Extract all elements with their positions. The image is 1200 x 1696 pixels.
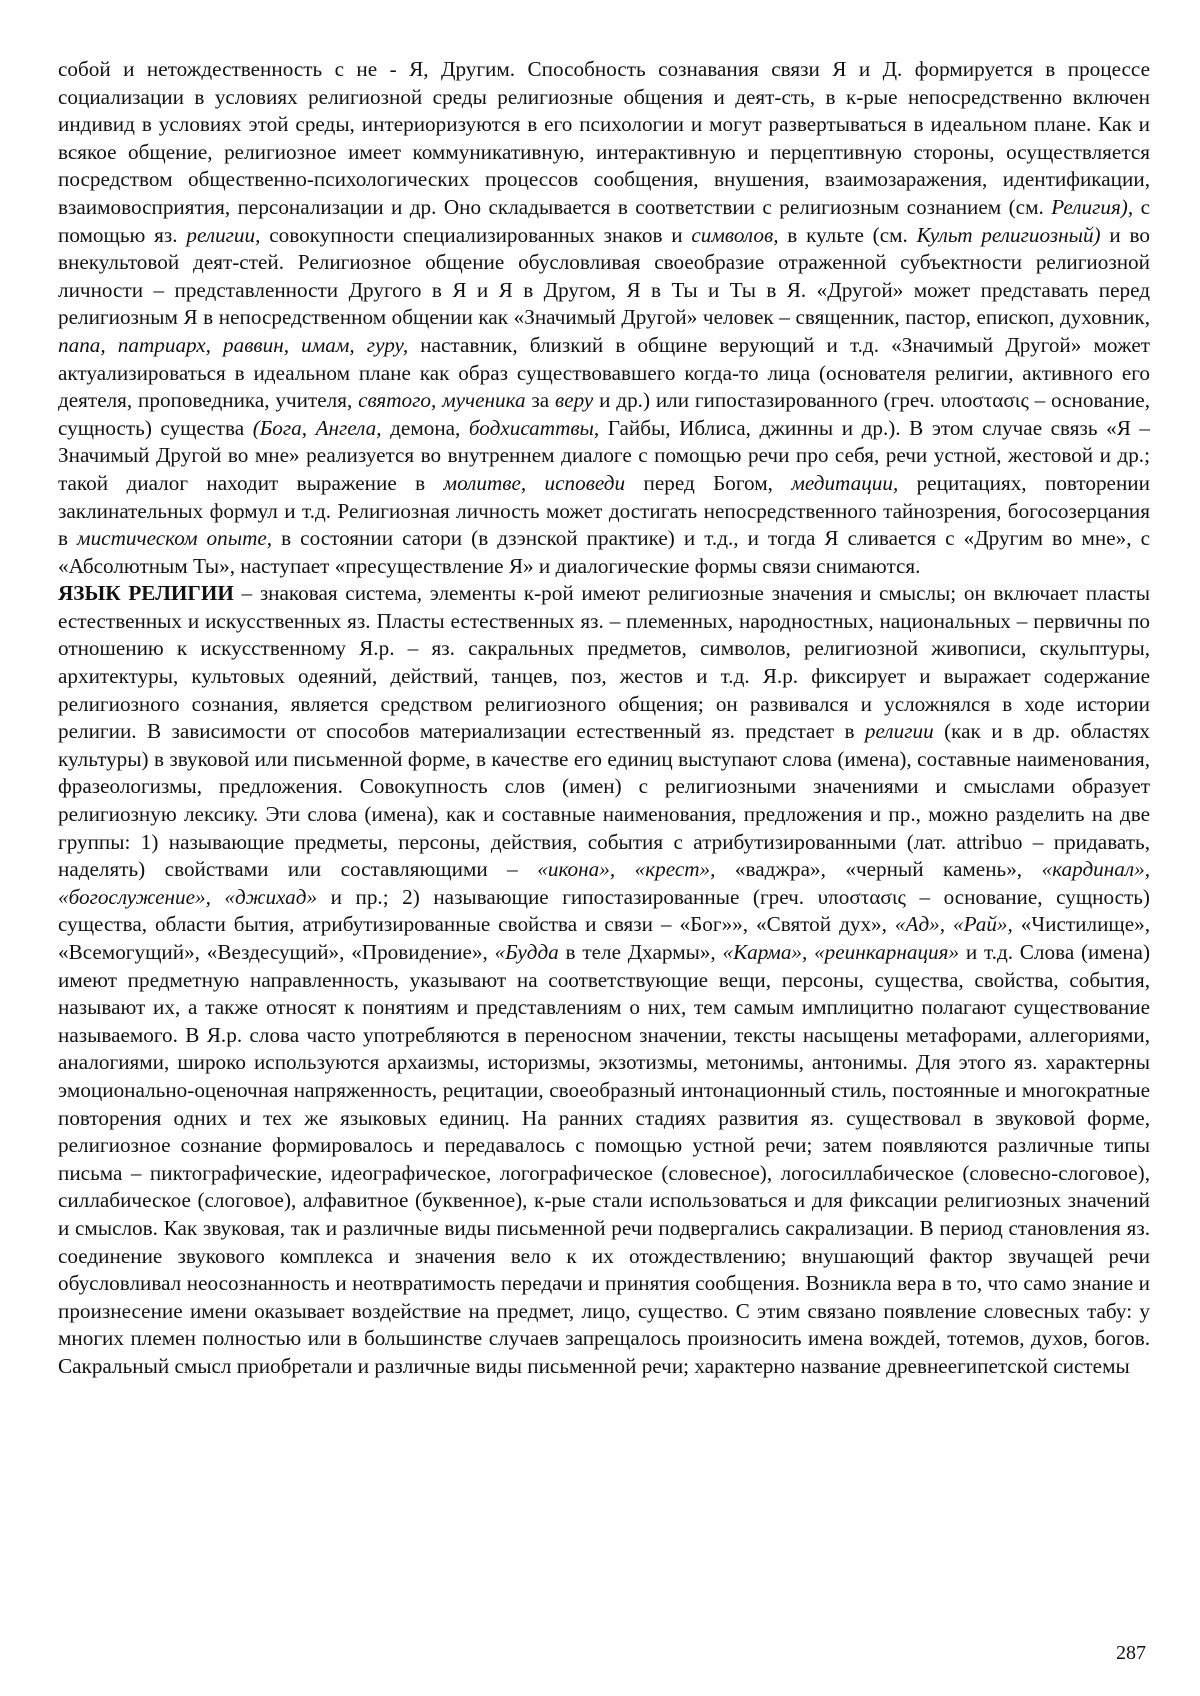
entry-definition: – знаковая система, элементы к-рой имеют религиозные значения и смыслы; он включает пласты естественных и искусственных яз. Пласты естественных яз. – племенных, народностных, национальных – первичны по отношению к искусственному Я.р. – яз. сакральных предметов, символов, религиозной живописи, скульптуры, архитектуры, культовых одеяний, действий, танцев, поз, жестов и т.д. Я.р. фиксирует и выражает содержание религиозного сознания, является средством религиозного общения; он развивался и усложнялся в ходе истории религии. В зависимости от способов материализации естественный яз. предстает в религии (как и в др. областях культуры) в звуковой или письменной форме, в качестве его единиц выступают слова (имена), составные наименования, фразеологизмы, предложения. Совокупность слов (имен) с религиозными значениями и смыслами образует религиозную лексику. Эти слова (имена), как и составные наименования, предложения и пр., можно разделить на две группы: 1) называющие предметы, персоны, действия, события с атрибутизированными (лат. attribuo – придавать, наделять) свойствами или составляющими – «икона», «крест», «ваджра», «черный камень», «кардинал», «богослужение», «джихад» и пр.; 2) называющие гипостазированные (греч. υποστασις – основание, сущность) существа, области бытия, атрибутизированные свойства и связи – «Бог»», «Святой дух», «Ад», «Рай», «Чистилище», «Всемогущий», «Вездесущий», «Провидение», «Будда в теле Дхармы», «Карма», «реинкарнация» и т.д. Слова (имена) имеют предметную направленность, указывают на соответствующие вещи, персоны, существа, свойства, события, называют их, а также относят к понятиям и представлениям о них, тем самым имплицитно полагают существование называемого. В Я.р. слова часто употребляются в переносном значении, тексты насыщены метафорами, аллегориями, аналогиями, широко используются архаизмы, историзмы, экзотизмы, метонимы, антонимы. Для этого яз. характерны эмоционально-оценочная напряженность, рецитации, своеобразный интонационный стиль, постоянные и многократные повторения одних и тех же языковых единиц. На ранних стадиях развития яз. существовал в звуковой форме, религиозное сознание формировалось и передавалось с помощью устной речи; затем появляются различные типы письма – пиктографические, идеографическое, логографическое (словесное), логосиллабическое (словесно-слоговое), силлабическое (слоговое), алфавитное (буквенное), к-рые стали использоваться и для фиксации религиозных значений и смыслов. Как звуковая, так и различные виды письменной речи подвергались сакрализации. В период становления яз. соединение звукового комплекса и значения вело к их отождествлению; внушающий фактор звучащей речи обусловливал неосознанность и неотвратимость передачи и принятия сообщения. Возникла вера в то, что само знание и произнесение имени оказывает воздействие на предмет, лицо, существо. С этим связано появление словесных табу: у многих племен полностью или в большинстве случаев запрещалось произносить имена вождей, тотемов, духов, богов. Сакральный смысл приобретали и различные виды письменной речи; характерно название древнеегипетской системы bbox=[58, 581, 1151, 1378]
page-number: 287 bbox=[1116, 1642, 1146, 1664]
page-body bbox=[58, 56, 1150, 1381]
paragraph-religious-communication bbox=[58, 56, 1150, 580]
paragraph-1-text: собой и нетождественность с не - Я, Другим. Способность сознавания связи Я и Д. формируется в процессе социализации в условиях религиозной среды религиозные общения и деят-сть, в к-рые непосредственно включен индивид в условиях этой среды, интериоризуются в его психологии и могут развертываться в идеальном плане. Как и всякое общение, религиозное имеет коммуникативную, интерактивную и перцептивную стороны, осуществляется посредством общественно-психологических процессов сообщения, внушения, взаимозаражения, идентификации, взаимовосприятия, персонализации и др. Оно складывается в соответствии с религиозным сознанием (см. Религия), с помощью яз. религии, совокупности специализированных знаков и символов, в культе (см. Культ религиозный) и во внекультовой деят-стей. Религиозное общение обусловливая своеобразие отраженной субъектности религиозной личности – представленности Другого в Я и Я в Другом, Я в Ты и Ты в Я. «Другой» может представать перед религиозным Я в непосредственном общении как «Значимый Другой» человек – священник, пастор, епископ, духовник, папа, патриарх, раввин, имам, гуру, наставник, близкий в общине верующий и т.д. «Значимый Другой» может актуализироваться в идеальном плане как образ существовавшего когда-то лица (основателя религии, активного его деятеля, проповедника, учителя, святого, мученика за веру и др.) или гипостазированного (греч. υποστασις – основание, сущность) существа (Бога, Ангела, демона, бодхисаттвы, Гайбы, Иблиса, джинны и др.). В этом случае связь «Я – Значимый Другой во мне» реализуется во внутреннем диалоге с помощью речи про себя, речи устной, жестовой и др.; такой диалог находит выражение в молитве, исповеди перед Богом, медитации, рецитациях, повторении заклинательных формул и т.д. Религиозная личность может достигать непосредственного тайнозрения, богосозерцания в мистическом опыте, в состоянии сатори (в дзэнской практике) и т.д., и тогда Я сливается с «Другим во мне», с «Абсолютным Ты», наступает «пресуществление Я» и диалогические формы связи снимаются. bbox=[58, 57, 1151, 578]
entry-language-of-religion bbox=[58, 580, 1150, 1380]
entry-term: ЯЗЫК РЕЛИГИИ bbox=[58, 581, 234, 606]
paragraph-2-text bbox=[58, 580, 1150, 1380]
